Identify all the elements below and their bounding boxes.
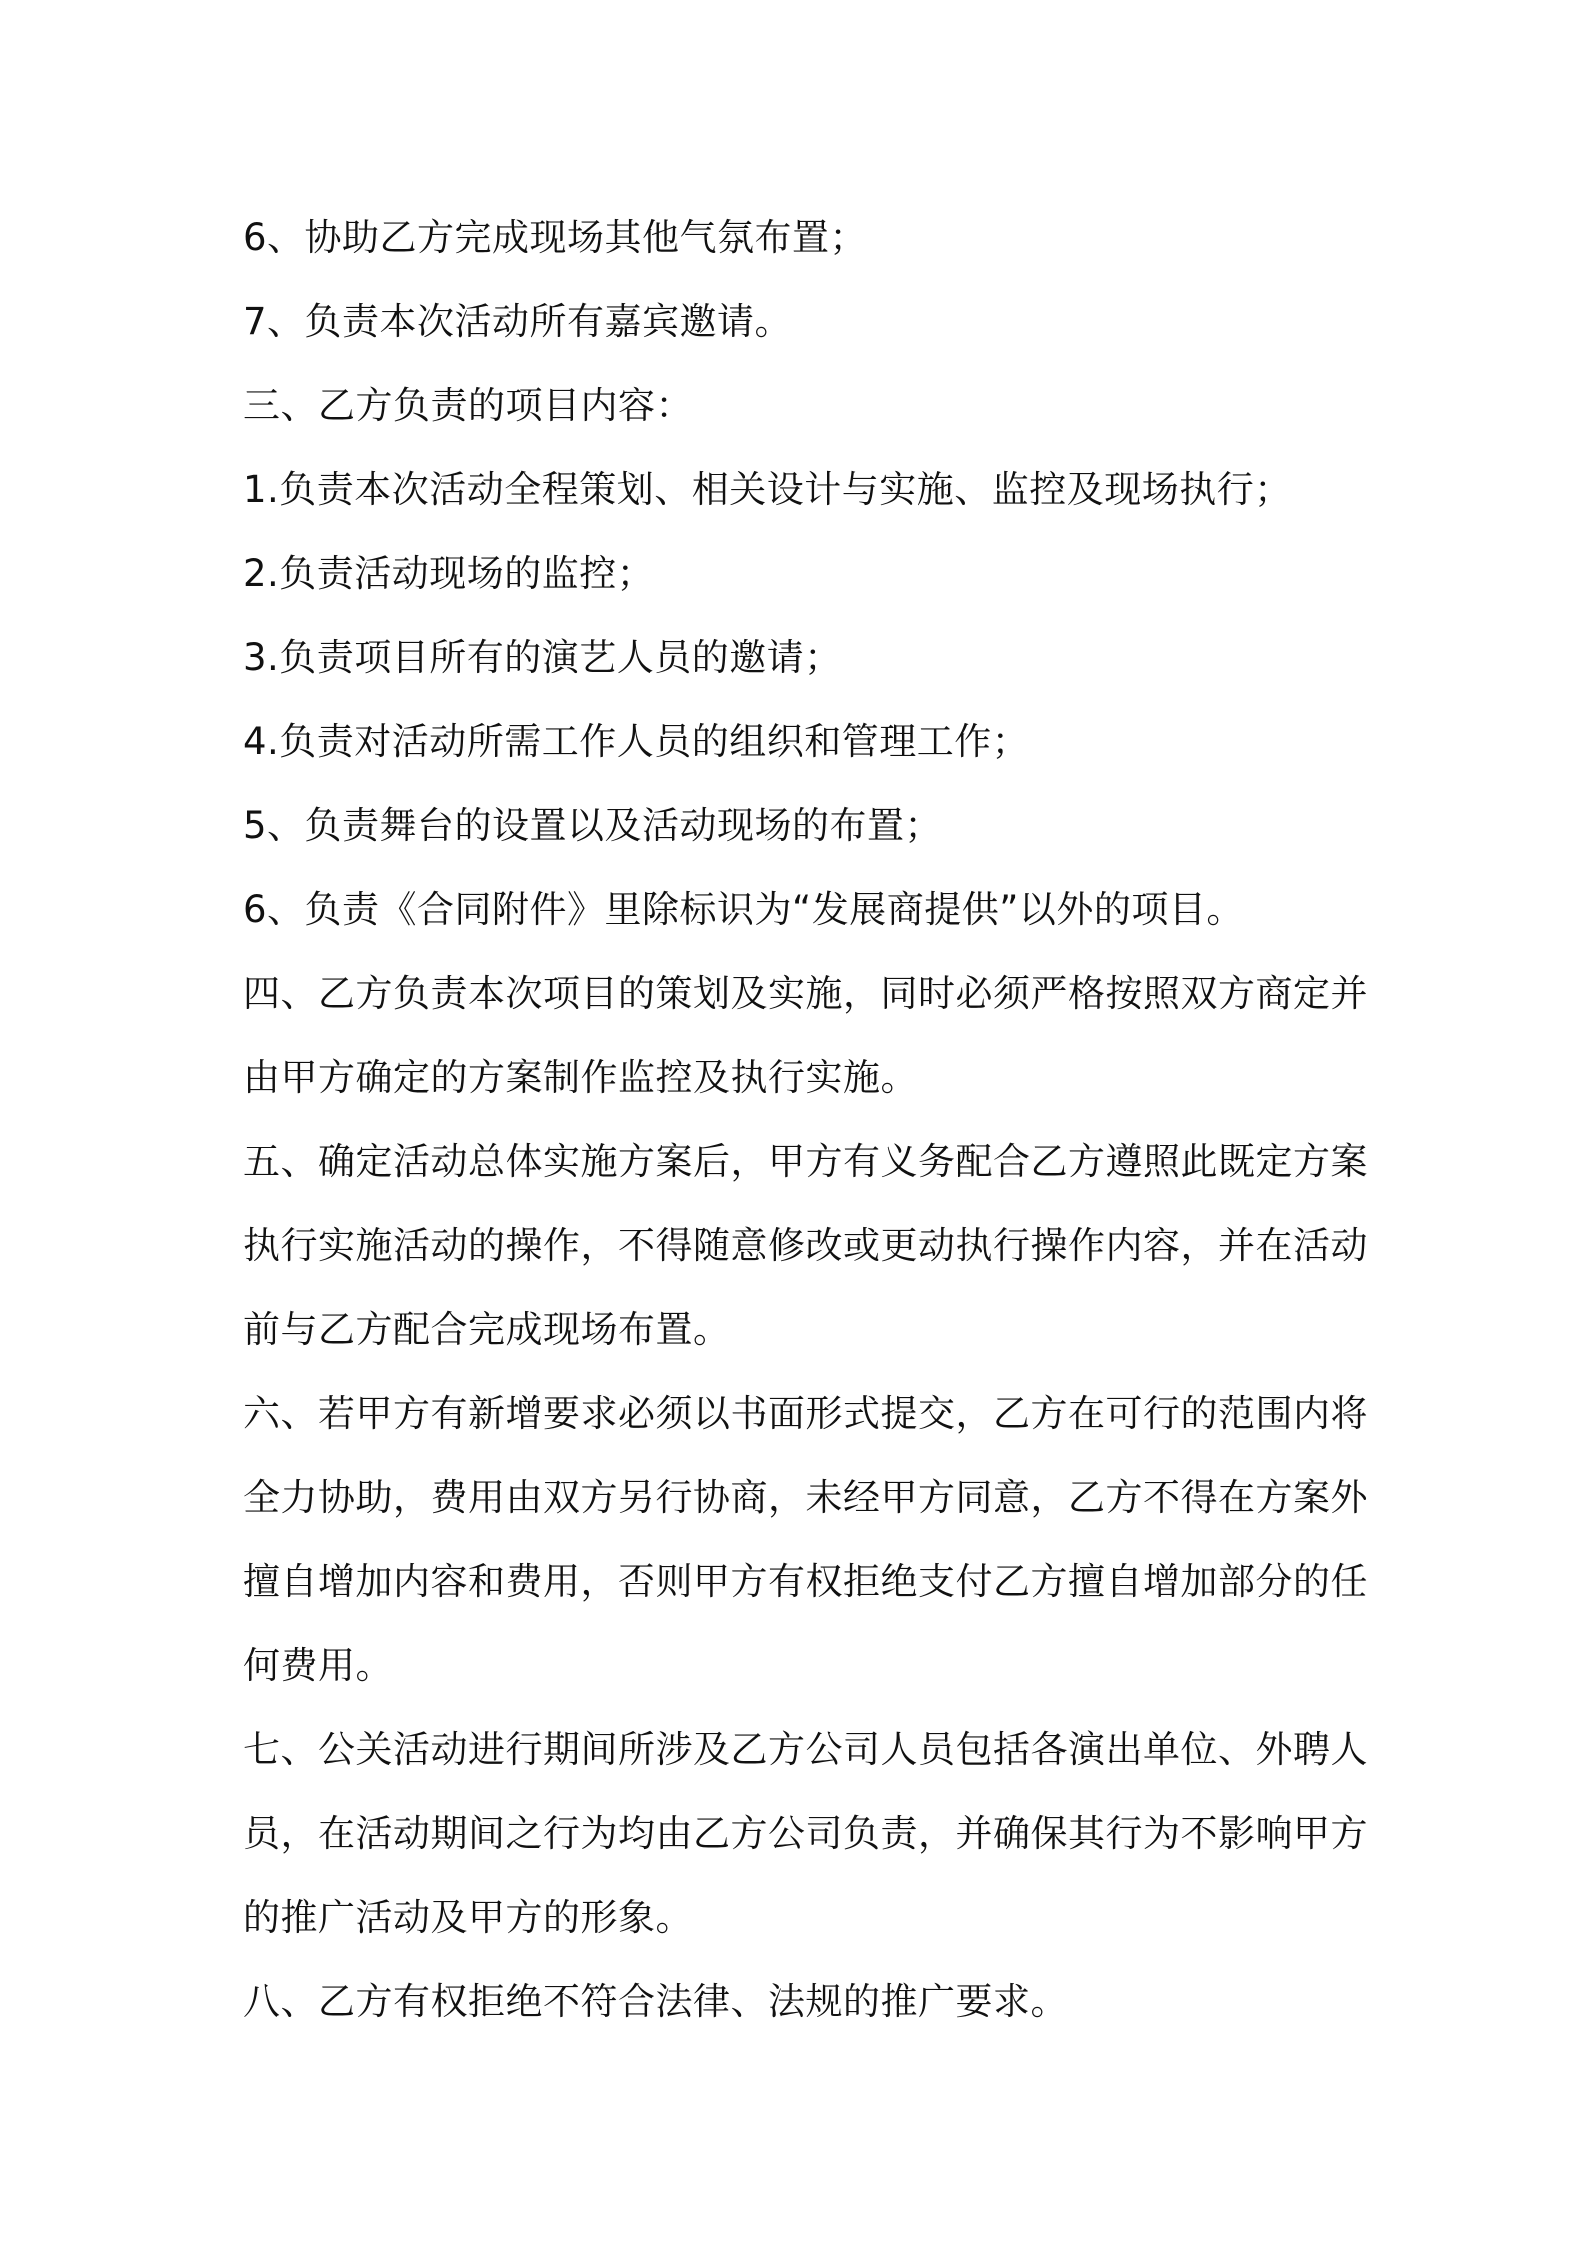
paragraph-line: 的推广活动及甲方的形象。: [243, 1896, 693, 1939]
paragraph-line: 员，在活动期间之行为均由乙方公司负责，并确保其行为不影响甲方: [243, 1812, 1368, 1855]
paragraph-line: 擅自增加内容和费用，否则甲方有权拒绝支付乙方擅自增加部分的任: [243, 1560, 1368, 1603]
text-line: 4.负责对活动所需工作人员的组织和管理工作；: [243, 720, 1030, 763]
paragraph-line: 八、乙方有权拒绝不符合法律、法规的推广要求。: [243, 1980, 1068, 2023]
text-line: 1.负责本次活动全程策划、相关设计与实施、监控及现场执行；: [243, 468, 1292, 511]
document-body: [243, 196, 1368, 2044]
text-line: 2.负责活动现场的监控；: [243, 552, 655, 595]
paragraph-line: 由甲方确定的方案制作监控及执行实施。: [243, 1056, 918, 1099]
paragraph-line: 四、乙方负责本次项目的策划及实施，同时必须严格按照双方商定并: [243, 972, 1368, 1015]
text-line: 7、负责本次活动所有嘉宾邀请。: [243, 300, 793, 343]
paragraph-line: 执行实施活动的操作，不得随意修改或更动执行操作内容，并在活动: [243, 1224, 1368, 1267]
paragraph-line: 五、确定活动总体实施方案后，甲方有义务配合乙方遵照此既定方案: [243, 1140, 1368, 1183]
text-line: 5、负责舞台的设置以及活动现场的布置；: [243, 804, 943, 847]
text-line: 3.负责项目所有的演艺人员的邀请；: [243, 636, 842, 679]
paragraph-line: 何费用。: [243, 1644, 393, 1687]
text-line: 6、协助乙方完成现场其他气氛布置；: [243, 216, 868, 259]
paragraph-line: 全力协助，费用由双方另行协商，未经甲方同意，乙方不得在方案外: [243, 1476, 1368, 1519]
paragraph-line: 六、若甲方有新增要求必须以书面形式提交，乙方在可行的范围内将: [243, 1392, 1368, 1435]
text-line: 6、负责《合同附件》里除标识为“发展商提供”以外的项目。: [243, 888, 1244, 931]
section-heading: 三、乙方负责的项目内容：: [243, 384, 693, 427]
paragraph-line: 七、公关活动进行期间所涉及乙方公司人员包括各演出单位、外聘人: [243, 1728, 1368, 1771]
paragraph-line: 前与乙方配合完成现场布置。: [243, 1308, 731, 1351]
